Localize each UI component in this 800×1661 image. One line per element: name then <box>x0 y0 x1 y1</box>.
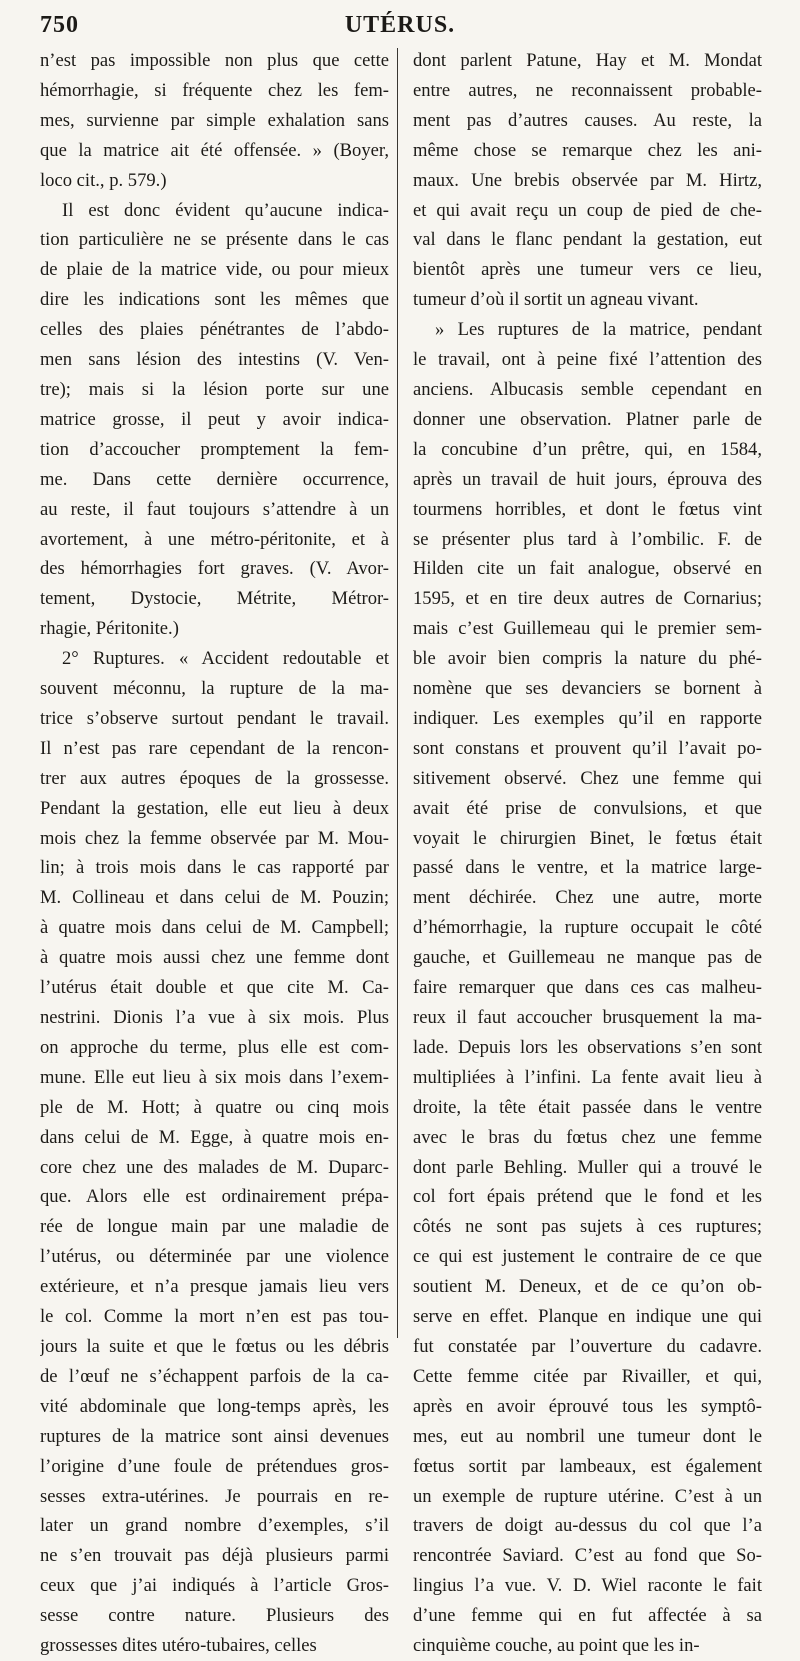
text-line: à quatre mois aussi chez une femme dont <box>40 947 389 969</box>
text-line: vité abdominale que long-temps après, les <box>40 1395 389 1417</box>
text-line: tre); mais si la lésion porte sur une <box>40 378 389 400</box>
text-line: et qui avait reçu un coup de pied de che- <box>413 199 762 221</box>
text-line: ce qui est justement le contraire de ce que <box>413 1246 762 1268</box>
text-line: d’une femme qui en fut affectée à sa <box>413 1605 762 1627</box>
text-line: 1595, et en tire deux autres de Cornarius; <box>413 588 762 610</box>
text-line: extérieure, et n’a presque jamais lieu vers <box>40 1276 389 1298</box>
text-line: d’hémorrhagie, la rupture occupait le côté <box>413 917 762 939</box>
text-line: celles des plaies pénétrantes de l’abdo- <box>40 319 389 341</box>
text-line: n’est pas impossible non plus que cette <box>40 50 389 71</box>
page-number: 750 <box>40 12 79 38</box>
text-line: Il est donc évident qu’aucune indica- <box>62 199 389 221</box>
text-line: le col. Comme la mort n’en est pas tou- <box>40 1306 389 1328</box>
text-line: trer aux autres époques de la grossesse. <box>40 767 389 789</box>
text-line: lin; à trois mois dans le cas rapporté par <box>40 857 389 879</box>
text-line: ble avoir bien compris la nature du phé- <box>413 648 762 670</box>
text-line: ple de M. Hott; à quatre ou cinq mois <box>40 1096 389 1118</box>
text-line: hémorrhagie, si fréquente chez les fem- <box>40 79 389 101</box>
text-line: fœtus sortit par lambeaux, est également <box>413 1455 762 1477</box>
text-line: men sans lésion des intestins (V. Ven- <box>40 349 389 371</box>
text-line: anciens. Albucasis semble cependant en <box>413 378 762 400</box>
text-line: on approche du terme, plus elle est com- <box>40 1036 389 1058</box>
text-line: mes, survienne par simple exhalation sans <box>40 109 389 131</box>
text-line: l’utérus était double et que cite M. Ca- <box>40 977 389 999</box>
text-line: lingius l’a vue. V. D. Wiel raconte le fait <box>413 1575 762 1597</box>
text-line: des hémorrhagies fort graves. (V. Avor- <box>40 558 389 580</box>
text-line: fut constatée par l’ouverture du cadavre. <box>413 1335 762 1357</box>
text-line: ment déchirée. Chez une autre, morte <box>413 887 762 909</box>
text-line: rencontrée Saviard. C’est au fond que So- <box>413 1545 762 1567</box>
text-line: later un grand nombre d’exemples, s’il <box>40 1515 389 1537</box>
text-line: donner une observation. Platner parle de <box>413 408 762 430</box>
text-line: droite, la tête était passée dans le ventre <box>413 1096 762 1118</box>
text-line: soutient M. Deneux, et de ce qu’on ob- <box>413 1276 762 1298</box>
text-line: tement, Dystocie, Métrite, Métror- <box>40 588 389 610</box>
text-line: dont parle Behling. Muller qui a trouvé le <box>413 1156 762 1178</box>
text-line: sesse contre nature. Plusieurs des <box>40 1605 389 1627</box>
text-line: à quatre mois dans celui de M. Campbell; <box>40 917 389 939</box>
text-line: de l’œuf ne s’échappent parfois de la ca- <box>40 1365 389 1387</box>
text-line: après un travail de huit jours, éprouva des <box>413 468 762 490</box>
text-line: lade. Depuis lors les observations s’en sont <box>413 1036 762 1058</box>
text-line: faire remarquer que dans ces cas malheu- <box>413 977 762 999</box>
text-line: tion particulière ne se présente dans le cas <box>40 229 389 251</box>
text-line: travers de doigt au-dessus du col que l’a <box>413 1515 762 1537</box>
left-column <box>40 46 389 1661</box>
text-line: loco cit., p. 579.) <box>40 169 167 191</box>
text-line: avortement, à une métro-péritonite, et à <box>40 528 389 550</box>
running-head: UTÉRUS. <box>344 12 456 38</box>
text-line: après en avoir éprouvé tous les symptô- <box>413 1395 762 1417</box>
text-line: souvent méconnu, la rupture de la ma- <box>40 678 389 700</box>
text-line: dire les indications sont les mêmes que <box>40 289 389 311</box>
text-line: val dans le flanc pendant la gestation, eut <box>413 229 762 251</box>
text-line: me. Dans cette dernière occurrence, <box>40 468 389 490</box>
text-line: mois chez la femme observée par M. Mou- <box>40 827 389 849</box>
text-line: jours la suite et que le fœtus ou les débris <box>40 1335 389 1357</box>
text-line: serve en effet. Planque en indique une qui <box>413 1306 762 1328</box>
text-line: même chose se remarque chez les ani- <box>413 139 762 161</box>
text-line: Hilden cite un fait analogue, observé en <box>413 558 762 580</box>
text-line: nomène que ses devanciers se bornent à <box>413 678 762 700</box>
text-line: que. Alors elle est ordinairement prépa- <box>40 1186 389 1208</box>
right-column <box>413 46 762 1661</box>
text-line: tion d’accoucher promptement la fem- <box>40 438 389 460</box>
text-line: de plaie de la matrice vide, ou pour mieux <box>40 259 389 281</box>
text-line: mes, eut au nombril une tumeur dont le <box>413 1425 762 1447</box>
text-line: multipliées à l’infini. La fente avait lieu à <box>413 1066 762 1088</box>
text-line: tourmens horribles, et dont le fœtus vint <box>413 498 762 520</box>
text-line: un exemple de rupture utérine. C’est à un <box>413 1485 762 1507</box>
text-line: ceux que j’ai indiqués à l’article Gros- <box>40 1575 389 1597</box>
text-line: reux il faut accoucher brusquement la ma- <box>413 1007 762 1028</box>
text-line: rhagie, Péritonite.) <box>40 618 179 640</box>
text-line: dont parlent Patune, Hay et M. Mondat <box>413 50 762 71</box>
column-divider <box>397 48 398 1338</box>
text-line: » Les ruptures de la matrice, pendant <box>435 319 762 341</box>
text-line: M. Collineau et dans celui de M. Pouzin; <box>40 887 389 909</box>
text-line: ment pas d’autres causes. Au reste, la <box>413 109 762 131</box>
text-line: au reste, il faut toujours s’attendre à un <box>40 498 389 520</box>
text-line: l’origine d’une foule de prétendues gros- <box>40 1455 389 1477</box>
text-line: 2° Ruptures. « Accident redoutable et <box>62 648 389 670</box>
text-line: avait été prise de convulsions, et que <box>413 797 762 819</box>
text-line: tumeur d’où il sortit un agneau vivant. <box>413 289 699 311</box>
text-line: bientôt après une tumeur vers ce lieu, <box>413 259 762 281</box>
text-line: gauche, et Guillemeau ne manque pas de <box>413 947 762 969</box>
text-line: entre autres, ne reconnaissent probable- <box>413 79 762 101</box>
text-line: avec le bras du fœtus chez une femme <box>413 1126 762 1148</box>
text-line: le travail, ont à peine fixé l’attention des <box>413 349 762 371</box>
text-line: mune. Elle eut lieu à six mois dans l’exem- <box>40 1066 389 1088</box>
text-line: matrice grosse, il peut y avoir indica- <box>40 408 389 430</box>
text-line: côtés ne sont pas sujets à ces ruptures; <box>413 1216 762 1238</box>
text-line: mais c’est Guillemeau qui le premier sem- <box>413 618 762 640</box>
text-line: ruptures de la matrice sont ainsi devenues <box>40 1425 389 1447</box>
text-line: sitivement observé. Chez une femme qui <box>413 767 762 789</box>
text-line: la concubine d’un prêtre, qui, en 1584, <box>413 438 762 460</box>
page-header <box>40 12 760 48</box>
text-line: sesses extra-utérines. Je pourrais en re- <box>40 1485 389 1507</box>
text-line: indiquer. Les exemples qu’il en rapporte <box>413 707 762 729</box>
text-line: trice s’observe surtout pendant le travail. <box>40 707 389 729</box>
text-line: passé dans le ventre, et la matrice large- <box>413 857 762 879</box>
text-line: que la matrice ait été offensée. » (Boyer, <box>40 139 389 161</box>
text-line: grossesses dites utéro-tubaires, celles <box>40 1635 317 1657</box>
text-line: se présenter plus tard à l’ombilic. F. de <box>413 528 762 550</box>
text-line: nestrini. Dionis l’a vue à six mois. Plus <box>40 1007 389 1028</box>
text-line: Cette femme citée par Rivailler, et qui, <box>413 1365 762 1387</box>
text-line: l’utérus, ou déterminée par une violence <box>40 1246 389 1268</box>
text-line: cinquième couche, au point que les in- <box>413 1635 700 1657</box>
text-line: ne s’en trouvait pas déjà plusieurs parmi <box>40 1545 389 1567</box>
text-line: dans celui de M. Egge, à quatre mois en- <box>40 1126 389 1148</box>
text-line: Il n’est pas rare cependant de la rencon- <box>40 737 389 759</box>
text-line: col fort épais prétend que le fond et les <box>413 1186 762 1208</box>
text-line: sont constans et prouvent qu’il l’avait po- <box>413 737 762 759</box>
text-line: maux. Une brebis observée par M. Hirtz, <box>413 169 762 191</box>
text-line: voyait le chirurgien Binet, le fœtus était <box>413 827 762 849</box>
text-line: Pendant la gestation, elle eut lieu à deux <box>40 797 389 819</box>
text-line: core chez une des malades de M. Duparc- <box>40 1156 389 1178</box>
text-line: rée de longue main par une maladie de <box>40 1216 389 1238</box>
